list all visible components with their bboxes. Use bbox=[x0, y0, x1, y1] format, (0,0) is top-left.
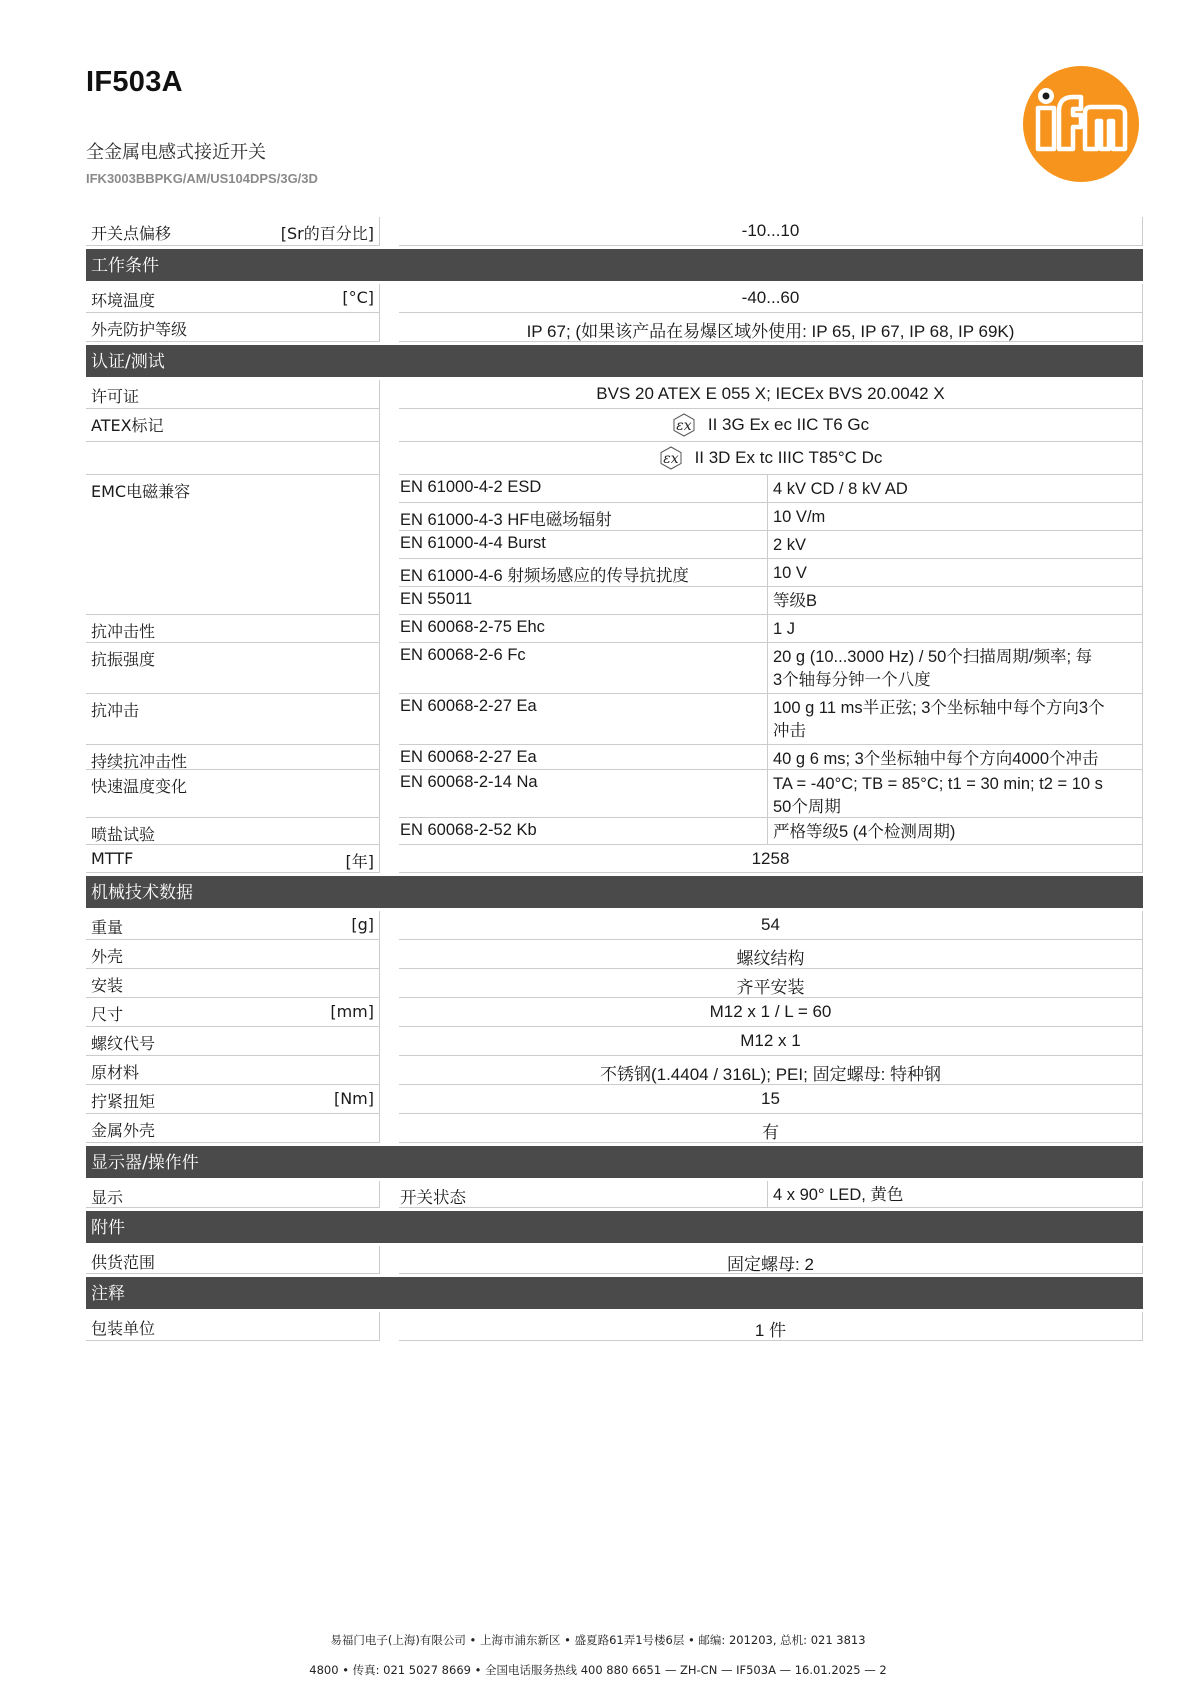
spec-row-mounting bbox=[86, 969, 1143, 998]
test-value: 40 g 6 ms; 3个坐标轴中每个方向4000个冲击 bbox=[768, 745, 1143, 770]
test-standard: EN 60068-2-52 Kb bbox=[399, 818, 768, 845]
ex-hexagon-icon bbox=[672, 413, 696, 437]
spec-row-thread bbox=[86, 1027, 1143, 1056]
spec-row-atex-2 bbox=[86, 442, 1143, 475]
spec-value: 54 bbox=[399, 911, 1143, 940]
emc-subrow bbox=[399, 475, 1143, 503]
spec-row-impact bbox=[86, 694, 1143, 745]
emc-value: 等级B bbox=[768, 587, 1143, 615]
spec-row-ip bbox=[86, 313, 1143, 342]
spec-value: 固定螺母: 2 bbox=[399, 1246, 1143, 1274]
spec-value: M12 x 1 / L = 60 bbox=[399, 998, 1143, 1027]
section-heading-work: 工作条件 bbox=[86, 249, 1143, 281]
emc-standard: EN 61000-4-4 Burst bbox=[399, 531, 768, 559]
spec-row-material bbox=[86, 1056, 1143, 1085]
spec-value: 螺纹结构 bbox=[399, 940, 1143, 969]
spec-table bbox=[86, 217, 1143, 1341]
spec-row-emc bbox=[86, 475, 1143, 615]
section-heading-accessories: 附件 bbox=[86, 1211, 1143, 1243]
spec-label: 外壳 bbox=[91, 947, 124, 966]
spec-value: -10...10 bbox=[399, 217, 1143, 246]
spec-row-offset bbox=[86, 217, 1143, 246]
emc-standard: EN 55011 bbox=[399, 587, 768, 615]
emc-value: 2 kV bbox=[768, 531, 1143, 559]
spec-label: 外壳防护等级 bbox=[91, 320, 188, 339]
spec-value: IP 67; (如果该产品在易爆区域外使用: IP 65, IP 67, IP 68, IP 69K) bbox=[399, 313, 1143, 342]
spec-row-shock bbox=[86, 615, 1143, 643]
spec-label: 快速温度变化 bbox=[91, 777, 188, 796]
mech-rows bbox=[86, 911, 1143, 1143]
spec-label: 重量 bbox=[91, 918, 124, 937]
footer-line-2: 4800 • 传真: 021 5027 8669 • 全国电话服务热线 400 880 6651 — ZH-CN — IF503A — 16.01.2025 — 2 bbox=[309, 1663, 887, 1677]
svg-text:εx: εx bbox=[676, 418, 692, 434]
spec-unit: [Sr的百分比] bbox=[280, 224, 374, 243]
spec-value: -40...60 bbox=[399, 284, 1143, 313]
spec-row-license bbox=[86, 380, 1143, 409]
emc-standard: EN 61000-4-3 HF电磁场辐射 bbox=[399, 503, 768, 531]
spec-label: 金属外壳 bbox=[91, 1121, 156, 1140]
spec-label: 拧紧扭矩 bbox=[91, 1092, 156, 1111]
spec-unit: [Nm] bbox=[333, 1089, 374, 1108]
spec-label: 抗冲击性 bbox=[91, 622, 156, 641]
test-value: 20 g (10...3000 Hz) / 50个扫描周期/频率; 每 3个轴每分钟一个八度 bbox=[768, 643, 1143, 694]
atex-marking: II 3D Ex tc IIIC T85°C Dc bbox=[694, 448, 883, 467]
spec-unit: [mm] bbox=[330, 1002, 374, 1021]
spec-row-temp bbox=[86, 284, 1143, 313]
display-value: 4 x 90° LED, 黄色 bbox=[768, 1181, 1143, 1208]
test-standard: EN 60068-2-27 Ea bbox=[399, 694, 768, 745]
spec-label: 持续抗冲击性 bbox=[91, 752, 188, 771]
spec-row-vibration bbox=[86, 643, 1143, 694]
spec-value: 15 bbox=[399, 1085, 1143, 1114]
emc-standard: EN 61000-4-6 射频场感应的传导抗扰度 bbox=[399, 559, 768, 587]
spec-value: 1258 bbox=[399, 845, 1143, 873]
spec-row-salt bbox=[86, 818, 1143, 845]
section-heading-notes: 注释 bbox=[86, 1277, 1143, 1309]
emc-value: 10 V bbox=[768, 559, 1143, 587]
spec-unit: [g] bbox=[351, 915, 374, 934]
spec-label: 螺纹代号 bbox=[91, 1034, 156, 1053]
test-value: 100 g 11 ms半正弦; 3个坐标轴中每个方向3个 冲击 bbox=[768, 694, 1143, 745]
product-subtitle: 全金属电感式接近开关 bbox=[86, 142, 266, 163]
spec-value: 有 bbox=[399, 1114, 1143, 1143]
ex-hexagon-icon bbox=[659, 446, 683, 470]
spec-label: 安装 bbox=[91, 976, 124, 995]
spec-row-display bbox=[86, 1181, 1143, 1208]
atex-marking: II 3G Ex ec IIC T6 Gc bbox=[707, 415, 870, 434]
spec-row-housing bbox=[86, 940, 1143, 969]
spec-row-weight bbox=[86, 911, 1143, 940]
spec-row-torque bbox=[86, 1085, 1143, 1114]
spec-label: 抗冲击 bbox=[91, 701, 140, 720]
spec-value: M12 x 1 bbox=[399, 1027, 1143, 1056]
product-code: IFK3003BBPKG/AM/US104DPS/3G/3D bbox=[86, 171, 318, 186]
spec-unit: [年] bbox=[345, 852, 374, 871]
ifm-logo-icon bbox=[1022, 65, 1140, 183]
spec-label: EMC电磁兼容 bbox=[91, 482, 191, 501]
spec-row-cont-impact bbox=[86, 745, 1143, 770]
spec-label: MTTF bbox=[91, 849, 134, 868]
spec-label: ATEX标记 bbox=[91, 416, 164, 435]
emc-subrow bbox=[399, 587, 1143, 615]
test-standard: EN 60068-2-27 Ea bbox=[399, 745, 768, 770]
spec-label: 原材料 bbox=[91, 1063, 140, 1082]
emc-subrow bbox=[399, 531, 1143, 559]
spec-value: 齐平安装 bbox=[399, 969, 1143, 998]
test-standard: EN 60068-2-14 Na bbox=[399, 770, 768, 818]
spec-row-scope bbox=[86, 1246, 1143, 1274]
spec-unit: [°C] bbox=[342, 288, 374, 307]
section-heading-display: 显示器/操作件 bbox=[86, 1146, 1143, 1178]
test-standard: EN 60068-2-6 Fc bbox=[399, 643, 768, 694]
emc-subrow bbox=[399, 559, 1143, 587]
emc-subrow bbox=[399, 503, 1143, 531]
footer-line-1: 易福门电子(上海)有限公司 • 上海市浦东新区 • 盛夏路61弄1号楼6层 • 邮编: 201203, 总机: 021 3813 bbox=[330, 1633, 866, 1647]
spec-label: 包装单位 bbox=[91, 1319, 156, 1338]
spec-label: 环境温度 bbox=[91, 291, 156, 310]
spec-label: 开关点偏移 bbox=[91, 224, 172, 243]
spec-label: 显示 bbox=[91, 1188, 124, 1207]
test-value: 1 J bbox=[768, 615, 1143, 643]
spec-row-temp-change bbox=[86, 770, 1143, 818]
spec-value: 不锈钢(1.4404 / 316L); PEI; 固定螺母: 特种钢 bbox=[399, 1056, 1143, 1085]
display-sub-label: 开关状态 bbox=[399, 1181, 768, 1208]
product-title: IF503A bbox=[86, 66, 183, 98]
spec-row-mttf bbox=[86, 845, 1143, 873]
spec-label: 许可证 bbox=[91, 387, 140, 406]
spec-label: 喷盐试验 bbox=[91, 825, 156, 844]
test-standard: EN 60068-2-75 Ehc bbox=[399, 615, 768, 643]
spec-row-dimensions bbox=[86, 998, 1143, 1027]
spec-row-metal-housing bbox=[86, 1114, 1143, 1143]
spec-label: 抗振强度 bbox=[91, 650, 156, 669]
spec-label: 供货范围 bbox=[91, 1253, 156, 1272]
test-value: 严格等级5 (4个检测周期) bbox=[768, 818, 1143, 845]
section-heading-mech: 机械技术数据 bbox=[86, 876, 1143, 908]
emc-standard: EN 61000-4-2 ESD bbox=[399, 475, 768, 503]
spec-row-packaging bbox=[86, 1312, 1143, 1341]
section-heading-cert: 认证/测试 bbox=[86, 345, 1143, 377]
svg-text:εx: εx bbox=[662, 451, 679, 467]
spec-value: 1 件 bbox=[399, 1312, 1143, 1341]
spec-label: 尺寸 bbox=[91, 1005, 124, 1024]
test-value: TA = -40°C; TB = 85°C; t1 = 30 min; t2 = 10 s 50个周期 bbox=[768, 770, 1143, 818]
emc-value: 4 kV CD / 8 kV AD bbox=[768, 475, 1143, 503]
emc-value: 10 V/m bbox=[768, 503, 1143, 531]
spec-row-atex-1 bbox=[86, 409, 1143, 442]
spec-value: BVS 20 ATEX E 055 X; IECEx BVS 20.0042 X bbox=[399, 380, 1143, 409]
